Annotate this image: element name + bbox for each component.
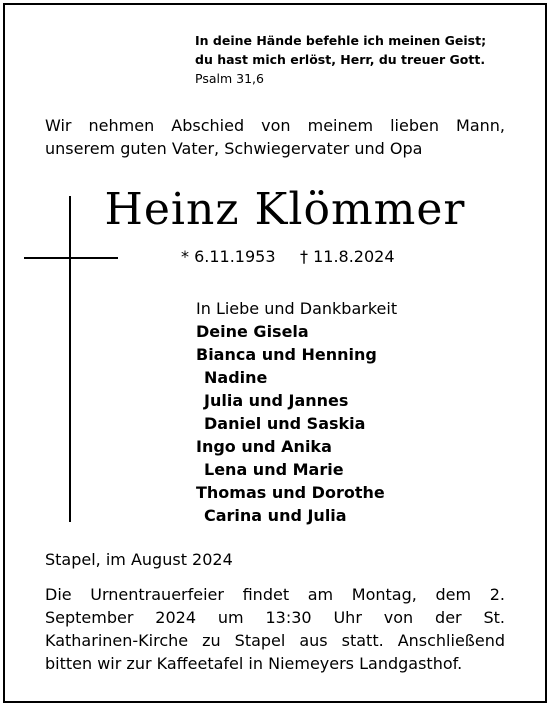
- mourner-entry: Thomas und Dorothe: [196, 483, 385, 502]
- mourners-heading: In Liebe und Dankbarkeit: [196, 299, 398, 318]
- mourner-entry: Lena und Marie: [204, 460, 344, 479]
- psalm-quote: [195, 31, 486, 88]
- funeral-notice-line-2: September 2024 um 13:30 Uhr von der St.: [45, 608, 505, 627]
- mourner-entry: Bianca und Henning: [196, 345, 377, 364]
- mourner-entry: Deine Gisela: [196, 322, 309, 341]
- funeral-notice: [45, 583, 505, 675]
- mourner-entry: Carina und Julia: [204, 506, 347, 525]
- intro-text: [45, 114, 505, 160]
- mourner-entry: Ingo und Anika: [196, 437, 332, 456]
- intro-line-2: unserem guten Vater, Schwiegervater und Opa: [45, 139, 423, 158]
- psalm-line-1: In deine Hände befehle ich meinen Geist;: [195, 33, 487, 48]
- mourners-list: [196, 297, 397, 527]
- funeral-notice-line-3: Katharinen-Kirche zu Stapel aus statt. Anschließend: [45, 631, 505, 650]
- funeral-notice-line-1: Die Urnentrauerfeier findet am Montag, dem 2.: [45, 585, 505, 604]
- mourner-entry: Daniel und Saskia: [204, 414, 366, 433]
- mourner-entry: Nadine: [204, 368, 268, 387]
- psalm-reference: Psalm 31,6: [195, 71, 264, 86]
- psalm-line-2: du hast mich erlöst, Herr, du treuer Gott.: [195, 52, 486, 67]
- mourner-entry: Julia und Jannes: [204, 391, 349, 410]
- intro-line-1: Wir nehmen Abschied von meinem lieben Mann,: [45, 116, 505, 135]
- cross-icon-horizontal: [24, 257, 118, 259]
- deceased-name: Heinz Klömmer: [104, 184, 466, 235]
- cross-icon-vertical: [69, 196, 71, 522]
- place-date: Stapel, im August 2024: [45, 550, 233, 569]
- birth-date: * 6.11.1953: [181, 247, 276, 266]
- funeral-notice-line-4: bitten wir zur Kaffeetafel in Niemeyers Landgasthof.: [45, 654, 463, 673]
- death-date: † 11.8.2024: [300, 247, 395, 266]
